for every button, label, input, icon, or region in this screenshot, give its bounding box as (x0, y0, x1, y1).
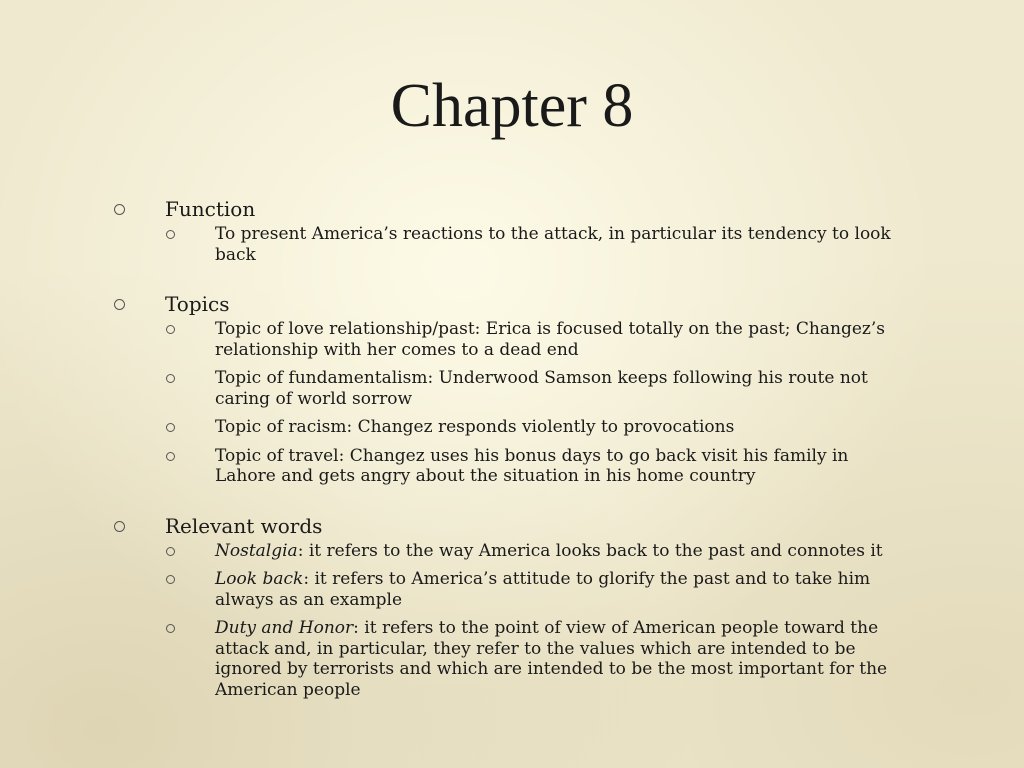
circle-bullet-icon (166, 423, 175, 432)
section-heading: Relevant words (165, 513, 323, 538)
term-definition: : it refers to America’s attitude to glorify the past and to take him always as an example (215, 569, 871, 610)
term-definition: : it refers to the point of view of American people toward the attack and, in particular, they refer to the values which are intended to be ignored by terrorists and which are intended to be the most important for the American people (215, 618, 888, 700)
sub-bullet-text: Topic of love relationship/past: Erica is focused totally on the past; Changez’s relationship with her comes to a dead end (215, 319, 885, 360)
term-look-back: Look back (215, 569, 304, 589)
section-topics (112, 291, 912, 487)
section-function (112, 196, 912, 265)
circle-bullet-icon (114, 521, 125, 532)
section-heading: Topics (165, 292, 230, 316)
sub-bullet-item (112, 368, 912, 409)
section-relevant-words (112, 513, 912, 701)
circle-bullet-icon (114, 204, 125, 215)
sub-bullet-item (112, 319, 912, 360)
circle-bullet-icon (166, 230, 175, 239)
sub-bullet-item (112, 446, 912, 487)
circle-bullet-icon (166, 547, 175, 556)
circle-bullet-icon (166, 325, 175, 334)
term-definition: : it refers to the way America looks back to the past and connotes it (297, 540, 883, 561)
sub-bullet-text: To present America’s reactions to the attack, in particular its tendency to look back (215, 224, 891, 265)
circle-bullet-icon (166, 452, 175, 461)
bullet-function (112, 196, 912, 222)
sub-bullet-text: Topic of travel: Changez uses his bonus days to go back visit his family in Lahore and gets angry about the situation in his home country (215, 445, 849, 486)
sub-bullet-list (112, 319, 912, 487)
sub-bullet-item (112, 224, 912, 265)
section-heading: Function (165, 197, 256, 221)
term-nostalgia: Nostalgia (215, 540, 298, 561)
circle-bullet-icon (166, 374, 175, 383)
sub-bullet-item (112, 541, 912, 562)
circle-bullet-icon (114, 299, 125, 310)
sub-bullet-item (112, 618, 912, 700)
bullet-relevant-words (112, 513, 912, 539)
circle-bullet-icon (166, 575, 175, 584)
sub-bullet-list (112, 224, 912, 265)
slide-content (112, 196, 912, 726)
sub-bullet-list (112, 541, 912, 701)
sub-bullet-text: Topic of racism: Changez responds violently to provocations (215, 417, 735, 437)
slide-title: Chapter 8 (390, 72, 634, 140)
term-duty-and-honor: Duty and Honor (215, 618, 354, 638)
sub-bullet-item (112, 417, 912, 438)
bullet-topics (112, 291, 912, 317)
sub-bullet-text: Topic of fundamentalism: Underwood Samson keeps following his route not caring of world sorrow (215, 368, 868, 409)
circle-bullet-icon (166, 624, 175, 633)
sub-bullet-item (112, 569, 912, 610)
